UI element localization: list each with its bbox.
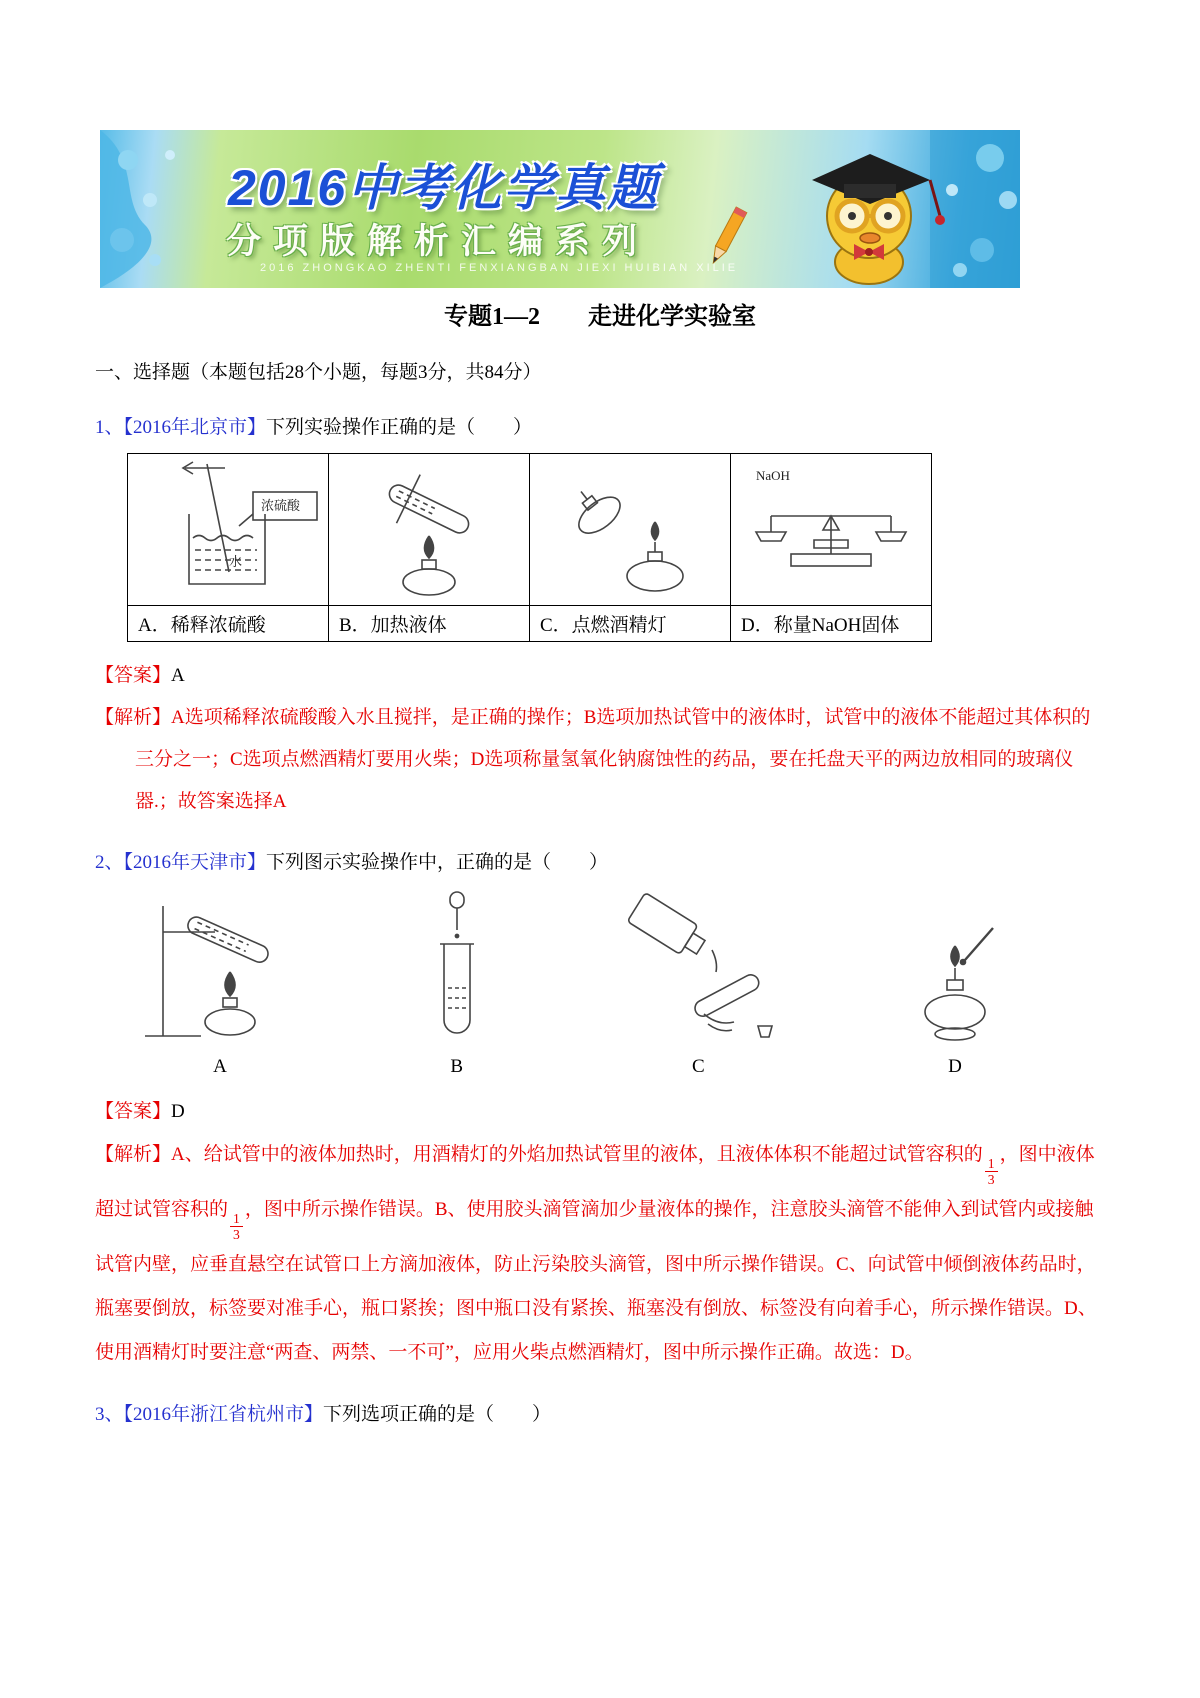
question-1-options-table — [127, 453, 932, 642]
q2-figure-c-label: C — [691, 1056, 705, 1077]
q2-figure-a-label: A — [213, 1056, 227, 1077]
naoh-label: NaOH — [756, 468, 790, 483]
fraction-one-third — [230, 1211, 243, 1243]
question-1-source: 1、【2016年北京市】 — [95, 417, 267, 438]
document-content — [95, 296, 1105, 1440]
heating-liquid-figure — [334, 454, 524, 600]
fraction-numerator: 1 — [233, 1210, 240, 1226]
question-1-text: 下列实验操作正确的是（ ） — [266, 417, 533, 438]
banner-pinyin-text: 2016 ZHONGKAO ZHENTI FENXIANGBAN JIEXI HUIBIAN XILIE — [260, 262, 739, 274]
question-3-stem — [95, 1399, 1105, 1426]
question-3-source: 3、【2016年浙江省杭州市】 — [95, 1403, 324, 1425]
question-2-analysis — [95, 1133, 1105, 1375]
option-a-caption: A．稀释浓硫酸 — [128, 606, 329, 642]
q2-figure-b-label: B — [450, 1056, 463, 1077]
question-1-answer — [95, 660, 1105, 687]
question-2-source: 2、【2016年天津市】 — [95, 852, 267, 873]
lighting-lamp-with-match-figure — [895, 888, 1015, 1048]
dropper-test-tube-figure — [412, 888, 502, 1048]
q2-figure-b — [412, 888, 502, 1078]
answer-value: A — [171, 665, 185, 686]
q2-figure-a — [135, 888, 305, 1078]
q2-analysis-part-3: ，图中所示操作错误。B、使用胶头滴管滴加少量液体的操作，注意胶头滴管不能伸入到试管内或接触试管内壁，应垂直悬空在试管口上方滴加液体，防止污染胶头滴管，图中所示操作错误。C、向试管中倾倒液体药品时，瓶塞要倒放，标签要对准手心，瓶口紧挨；图中瓶口没有紧挨、瓶塞没有倒放、标签没有向着手心，所示操作错误。D、使用酒精灯时要注意“两查、两禁、一不可”，应用火柴点燃酒精灯，图中所示操作正确。故选：D。 — [95, 1198, 1097, 1363]
answer-label: 【答案】 — [95, 665, 172, 686]
answer-value: D — [171, 1101, 185, 1122]
answer-label: 【答案】 — [95, 1101, 172, 1122]
fraction-denominator: 3 — [230, 1226, 243, 1243]
fraction-denominator: 3 — [985, 1171, 998, 1188]
q2-figure-c — [608, 888, 788, 1078]
question-1-stem — [95, 412, 1105, 439]
dilute-acid-figure — [133, 454, 323, 600]
option-c-figure-cell — [530, 454, 731, 606]
pouring-liquid-figure — [608, 888, 788, 1048]
section-heading: 一、选择题（本题包括28个小题，每题3分，共84分） — [95, 362, 542, 383]
fraction-one-third — [985, 1156, 998, 1188]
q2-analysis-part-1: 【解析】A、给试管中的液体加热时，用酒精灯的外焰加热试管里的液体，且液体体积不能超过试管容积的 — [95, 1144, 983, 1165]
question-3-text: 下列选项正确的是（ ） — [323, 1403, 552, 1425]
fraction-numerator: 1 — [987, 1155, 995, 1171]
q2-figure-d — [895, 888, 1015, 1078]
option-b-caption: B．加热液体 — [329, 606, 530, 642]
balance-scale-figure — [736, 454, 926, 600]
heating-test-tube-figure — [135, 888, 305, 1048]
pencil-icon — [696, 204, 756, 274]
option-d-caption: D．称量NaOH固体 — [731, 606, 932, 642]
question-2-figures — [135, 888, 1015, 1078]
question-2-stem — [95, 847, 1105, 874]
banner-title: 2016中考化学真题 — [228, 160, 660, 216]
question-1-analysis: 【解析】A选项稀释浓硫酸酸入水且搅拌，是正确的操作；B选项加热试管中的液体时，试管中的液体不能超过其体积的三分之一；C选项点燃酒精灯要用火柴；D选项称量氢氧化钠腐蚀性的药品，要在托盘天平的两边放相同的玻璃仪器.；故答案选择A — [95, 707, 1091, 812]
q2-analysis-part-2: ，图中液体超过试管容积的 — [95, 1144, 1095, 1220]
option-c-caption: C．点燃酒精灯 — [530, 606, 731, 642]
banner-subtitle: 分项版解析汇编系列 — [226, 222, 650, 261]
option-b-figure-cell — [329, 454, 530, 606]
acid-label: 浓硫酸 — [261, 498, 301, 513]
lighting-lamp-figure — [535, 454, 725, 600]
q2-figure-d-label: D — [948, 1056, 962, 1077]
water-splash-decoration — [100, 130, 230, 288]
mascot-character — [774, 134, 964, 286]
water-label: 水 — [229, 554, 243, 569]
question-2-answer — [95, 1096, 1105, 1123]
page-title: 专题1—2 走进化学实验室 — [444, 304, 756, 330]
question-2-text: 下列图示实验操作中，正确的是（ ） — [266, 852, 609, 873]
header-banner — [100, 130, 1020, 288]
option-a-figure-cell — [128, 454, 329, 606]
option-d-figure-cell — [731, 454, 932, 606]
